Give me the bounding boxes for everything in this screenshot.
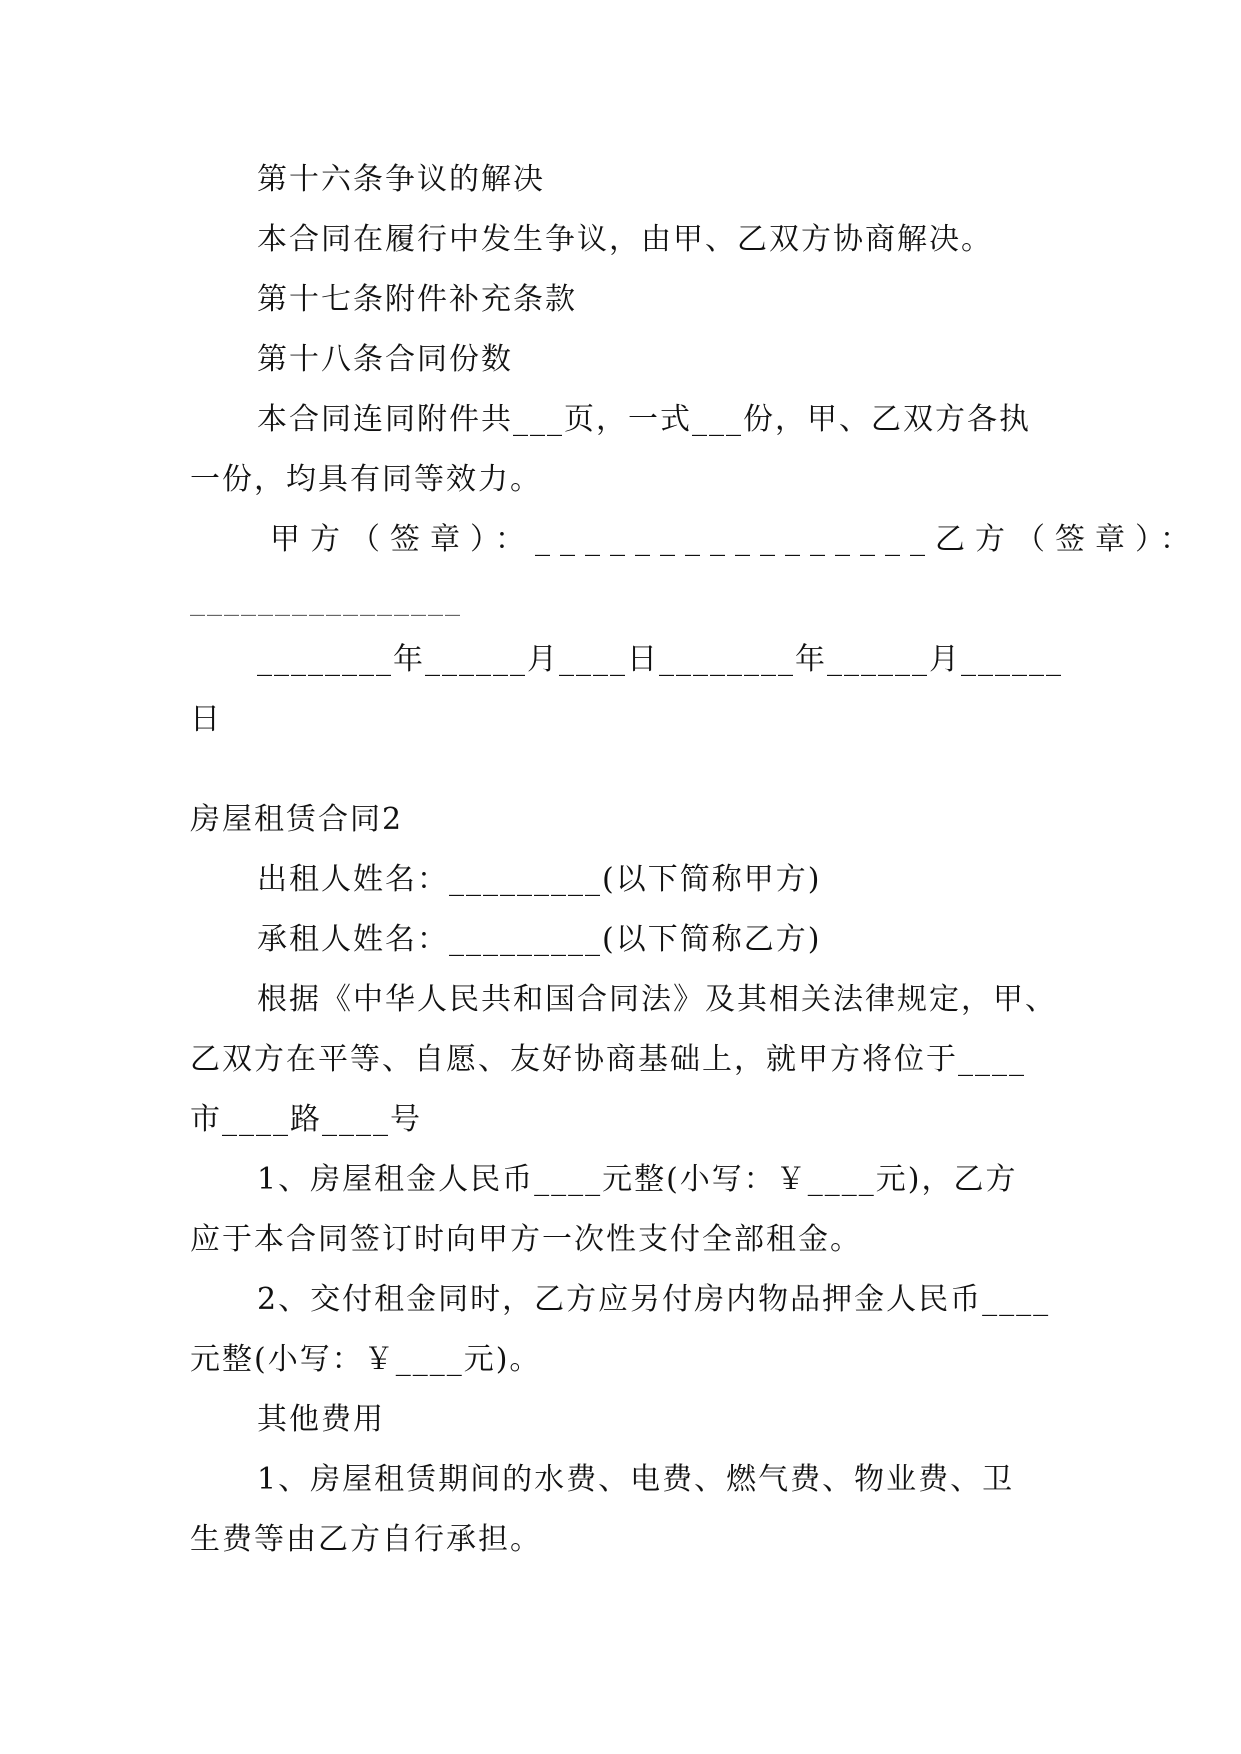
rent-item-line2: 应于本合同签订时向甲方一次性支付全部租金。: [190, 1222, 862, 1257]
clause-16-text: 本合同在履行中发生争议，由甲、乙双方协商解决。: [257, 222, 993, 257]
other-fees-item-line1: 1、房屋租赁期间的水费、电费、燃气费、物业费、卫: [257, 1462, 1015, 1497]
clause-18-heading: 第十八条合同份数: [257, 342, 513, 377]
preamble-line1: 根据《中华人民共和国合同法》及其相关法律规定，甲、: [257, 982, 1057, 1017]
other-fees-heading: 其他费用: [257, 1402, 385, 1437]
date-line: ________年______月____日________年______月______: [257, 642, 1063, 677]
contract-2-title: 房屋租赁合同2: [190, 802, 404, 837]
signature-line: 甲方（签章）：________________乙方（签章）：: [270, 522, 1200, 557]
lessor-name-line: 出租人姓名：_________(以下简称甲方): [257, 862, 822, 897]
deposit-item-line2: 元整(小写：￥____元)。: [190, 1342, 542, 1377]
clause-16-heading: 第十六条争议的解决: [257, 162, 545, 197]
other-fees-item-line2: 生费等由乙方自行承担。: [190, 1522, 542, 1557]
clause-18-text-line1: 本合同连同附件共___页，一式___份，甲、乙双方各执: [257, 402, 1031, 437]
preamble-line3: 市____路____号: [190, 1102, 422, 1137]
clause-17-heading: 第十七条附件补充条款: [257, 282, 577, 317]
preamble-line2: 乙双方在平等、自愿、友好协商基础上，就甲方将位于____: [190, 1042, 1026, 1077]
deposit-item-line1: 2、交付租金同时，乙方应另付房内物品押金人民币____: [257, 1282, 1051, 1317]
lessee-name-line: 承租人姓名：_________(以下简称乙方): [257, 922, 822, 957]
date-line-end: 日: [190, 702, 222, 737]
clause-18-text-line2: 一份，均具有同等效力。: [190, 462, 542, 497]
signature-blank-continued: ________________: [190, 582, 462, 617]
rent-item-line1: 1、房屋租金人民币____元整(小写：￥____元)，乙方: [257, 1162, 1018, 1197]
